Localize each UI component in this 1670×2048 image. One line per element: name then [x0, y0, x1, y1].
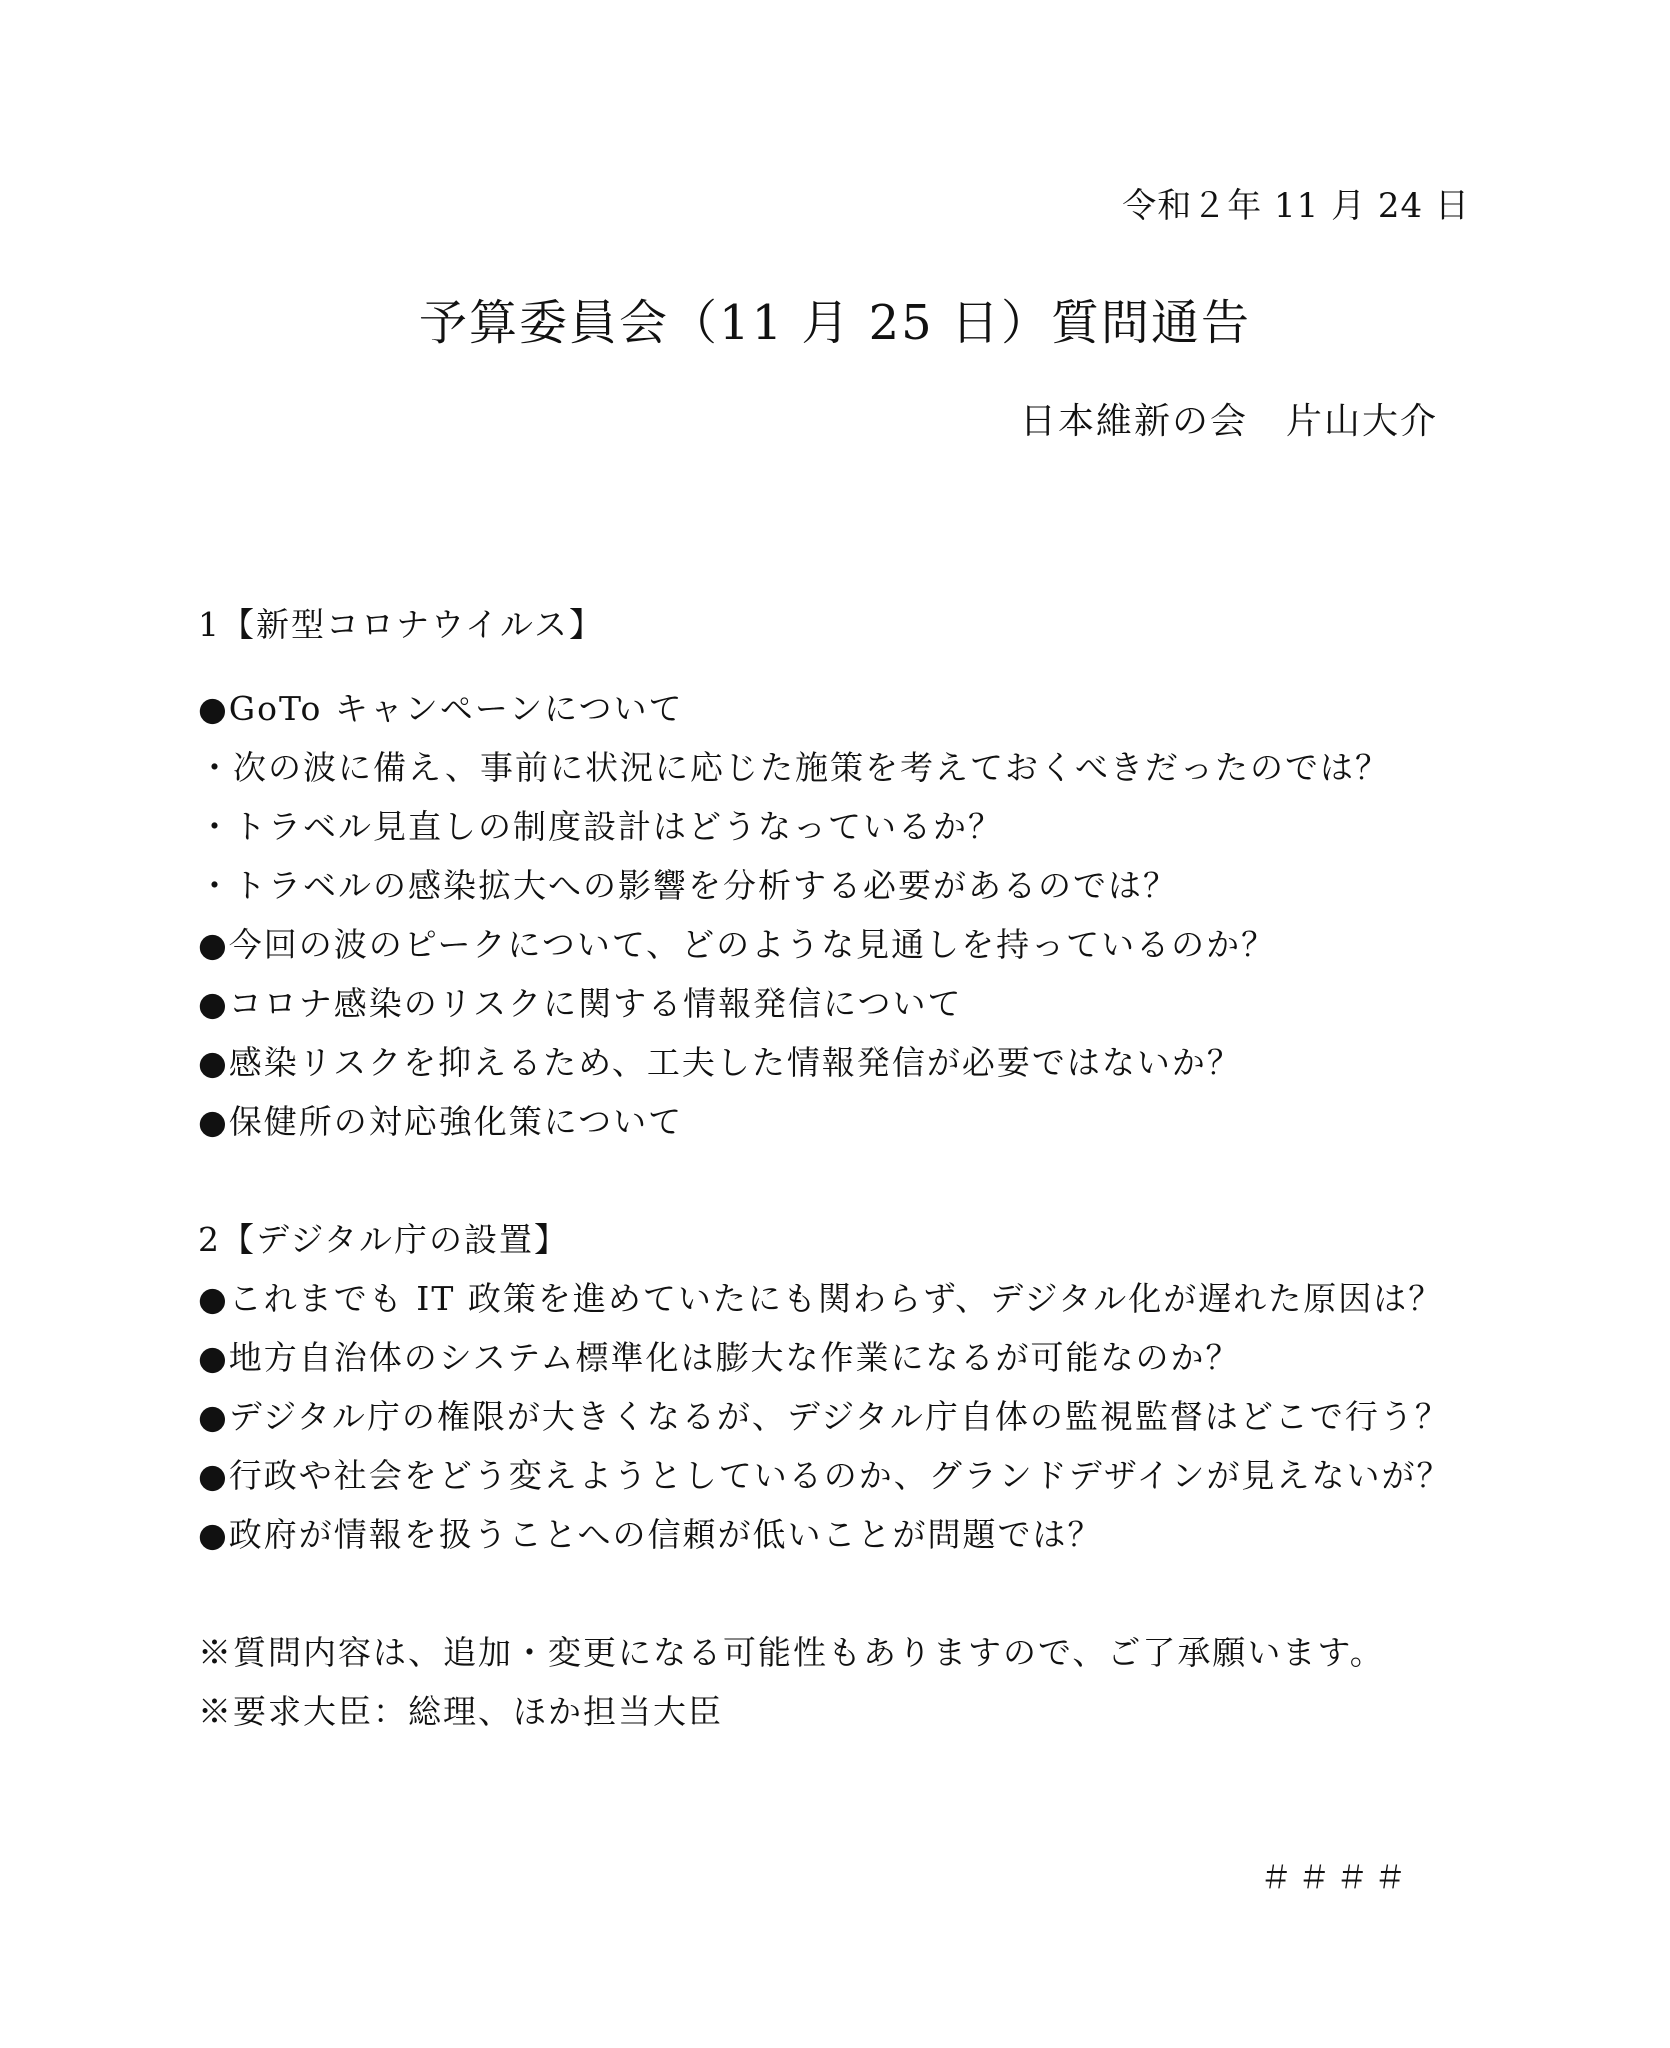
- note-item: ※要求大臣：総理、ほか担当大臣: [198, 1692, 723, 1731]
- document-author: 日本維新の会 片山大介: [1019, 401, 1438, 442]
- question-item: ●コロナ感染のリスクに関する情報発信について: [198, 984, 963, 1023]
- question-item: ●政府が情報を扱うことへの信頼が低いことが問題では？: [198, 1515, 1103, 1554]
- spacer: [198, 654, 1498, 679]
- question-item: ●これまでも IT 政策を進めていたにも関わらず、デジタル化が遅れた原因は？: [198, 1279, 1444, 1318]
- question-item: ●今回の波のピークについて、どのような見通しを持っているのか？: [198, 925, 1277, 964]
- spacer: [198, 1151, 1498, 1210]
- section-heading-coronavirus: 1【新型コロナウイルス】: [198, 605, 605, 644]
- question-subitem: ・トラベル見直しの制度設計はどうなっているか？: [198, 807, 1003, 846]
- document-body: [198, 595, 1498, 1741]
- question-item: ●デジタル庁の権限が大きくなるが、デジタル庁自体の監視監督はどこで行う？: [198, 1397, 1450, 1436]
- question-item: ●保健所の対応強化策について: [198, 1102, 684, 1141]
- note-item: ※質問内容は、追加・変更になる可能性もありますので、ご了承願います。: [198, 1633, 1385, 1672]
- question-item: ●行政や社会をどう変えようとしているのか、グランドデザインが見えないが？: [198, 1456, 1452, 1495]
- question-item: ●GoTo キャンペーンについて: [198, 689, 684, 728]
- end-mark: ＃＃＃＃: [1260, 1858, 1413, 1896]
- spacer: [198, 1564, 1498, 1623]
- document-date: 令和２年 11 月 24 日: [1122, 186, 1470, 226]
- document-title: 予算委員会（11 月 25 日）質問通告: [419, 295, 1251, 351]
- question-item: ●感染リスクを抑えるため、工夫した情報発信が必要ではないか？: [198, 1043, 1242, 1082]
- question-item: ●地方自治体のシステム標準化は膨大な作業になるが可能なのか？: [198, 1338, 1241, 1377]
- question-subitem: ・次の波に備え、事前に状況に応じた施策を考えておくべきだったのでは？: [198, 748, 1390, 787]
- question-subitem: ・トラベルの感染拡大への影響を分析する必要があるのでは？: [198, 866, 1178, 905]
- section-heading-digital-agency: 2【デジタル庁の設置】: [198, 1220, 570, 1259]
